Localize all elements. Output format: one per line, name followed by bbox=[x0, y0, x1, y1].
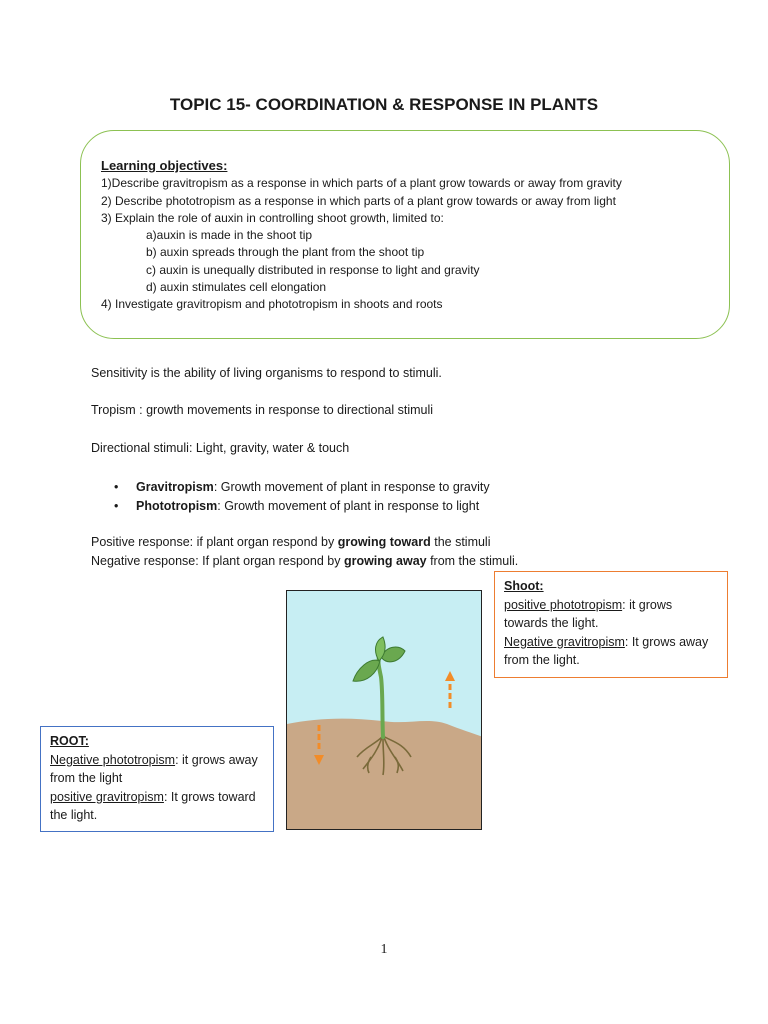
shoot-line2-text: : It grows away from the light. bbox=[504, 634, 709, 667]
root-note-box bbox=[40, 726, 274, 832]
objective-3a: a)auxin is made in the shoot tip bbox=[146, 228, 313, 243]
objective-3b: b) auxin spreads through the plant from the shoot tip bbox=[146, 245, 425, 260]
shoot-negative-gravitropism: Negative gravitropism bbox=[504, 634, 625, 649]
positive-response bbox=[91, 535, 491, 549]
list-item-gravitropism bbox=[114, 478, 490, 497]
shoot-note-box bbox=[494, 571, 728, 678]
page-number: 1 bbox=[380, 942, 388, 957]
root-positive-gravitropism: positive gravitropism bbox=[50, 789, 164, 804]
objective-4: 4) Investigate gravitropism and phototropism in shoots and roots bbox=[101, 297, 443, 312]
shoot-positive-phototropism: positive phototropism bbox=[504, 597, 623, 612]
term-gravitropism: Gravitropism bbox=[136, 480, 214, 494]
sensitivity-definition: Sensitivity is the ability of living organisms to respond to stimuli. bbox=[91, 366, 442, 380]
objective-3: 3) Explain the role of auxin in controlling shoot growth, limited to: bbox=[101, 210, 444, 225]
root-heading: ROOT: bbox=[50, 734, 89, 748]
plant-illustration bbox=[287, 591, 482, 830]
positive-text-end: the stimuli bbox=[430, 535, 491, 549]
bullet-icon: • bbox=[114, 498, 119, 513]
bullet-icon: • bbox=[114, 480, 119, 494]
tropism-list bbox=[114, 478, 490, 515]
tropism-definition: Tropism : growth movements in response to directional stimuli bbox=[91, 403, 434, 417]
objective-1: 1)Describe gravitropism as a response in which parts of a plant grow towards or away from gravity bbox=[101, 176, 622, 191]
learning-objectives-box bbox=[80, 130, 730, 339]
plant-tropism-diagram bbox=[286, 590, 482, 830]
negative-response bbox=[91, 554, 518, 568]
gravitropism-desc: : Growth movement of plant in response to gravity bbox=[213, 480, 490, 494]
positive-text-start: Positive response: if plant organ respond by bbox=[91, 535, 338, 549]
root-line2-text: : It grows toward the light. bbox=[50, 789, 256, 822]
shoot-heading: Shoot: bbox=[504, 579, 544, 593]
objectives-heading: Learning objectives: bbox=[101, 158, 228, 173]
phototropism-desc: : Growth movement of plant in response to light bbox=[217, 498, 480, 513]
negative-text-start: Negative response: If plant organ respond by bbox=[91, 554, 344, 568]
directional-stimuli: Directional stimuli: Light, gravity, water & touch bbox=[91, 441, 350, 455]
list-item-phototropism bbox=[114, 497, 490, 516]
shoot-line1-text: : it grows towards the light. bbox=[504, 597, 673, 630]
term-phototropism: Phototropism bbox=[136, 498, 218, 513]
negative-text-end: from the stimuli. bbox=[426, 554, 519, 568]
objective-3c: c) auxin is unequally distributed in response to light and gravity bbox=[146, 262, 480, 277]
root-line1-text: : it grows away from the light bbox=[50, 752, 258, 785]
root-negative-phototropism: Negative phototropism bbox=[50, 752, 176, 767]
page-title: TOPIC 15- COORDINATION & RESPONSE IN PLANTS bbox=[169, 95, 599, 114]
objective-3d: d) auxin stimulates cell elongation bbox=[146, 280, 327, 295]
negative-emphasis: growing away bbox=[343, 554, 427, 568]
positive-emphasis: growing toward bbox=[337, 535, 431, 549]
objective-2: 2) Describe phototropism as a response in which parts of a plant grow towards or away from light bbox=[101, 193, 616, 208]
